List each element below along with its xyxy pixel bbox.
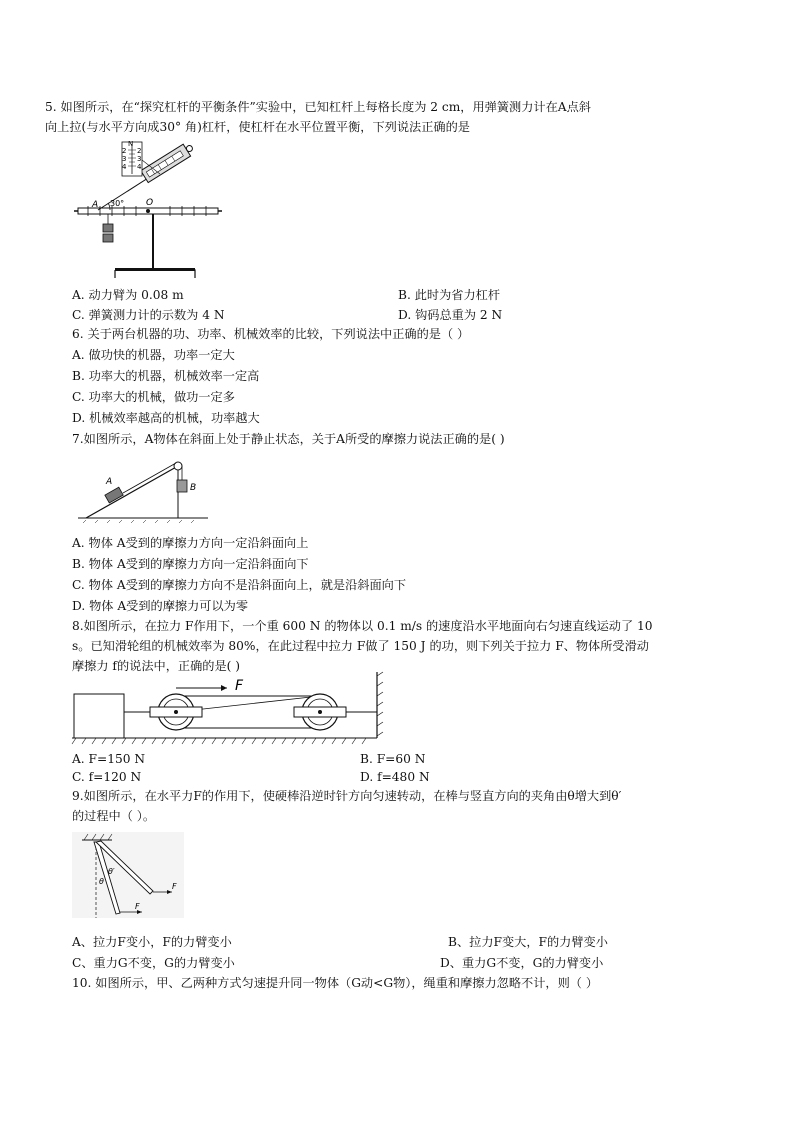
q8-pulley-figure	[72, 672, 392, 752]
q9-option-b[interactable]: B、拉力F变大，F的力臂变小	[448, 935, 608, 949]
q9-text-line1: 9.如图所示，在水平力F的作用下，使硬棒沿逆时针方向匀速转动，在棒与竖直方向的夹角由θ增大到θ′	[72, 789, 622, 803]
q5-scale-3-right: 3	[137, 155, 142, 163]
q5-scale-4-left: 4	[122, 163, 127, 171]
q5-label-angle: 30°	[110, 199, 125, 208]
q9-label-theta-prime: θ′	[108, 867, 115, 876]
q7-option-a[interactable]: A. 物体 A受到的摩擦力方向一定沿斜面向上	[72, 536, 309, 550]
q6-option-a[interactable]: A. 做功快的机器，功率一定大	[72, 348, 235, 362]
q9-option-a[interactable]: A、拉力F变小，F的力臂变小	[72, 935, 232, 949]
q5-text-line1: 5. 如图所示，在“探究杠杆的平衡条件”实验中，已知杠杆上每格长度为 2 cm，用弹簧测力计在A点斜	[45, 100, 591, 114]
q8-option-a[interactable]: A. F=150 N	[72, 752, 146, 766]
q6-option-b[interactable]: B. 功率大的机器，机械效率一定高	[72, 369, 260, 383]
q5-label-A: A	[92, 200, 99, 210]
q6-option-d[interactable]: D. 机械效率越高的机械，功率越大	[72, 411, 260, 425]
q8-option-b[interactable]: B. F=60 N	[360, 752, 426, 766]
q8-text-line1: 8.如图所示，在拉力 F作用下，一个重 600 N 的物体以 0.1 m/s 的速度沿水平地面向右匀速直线运动了 10	[72, 619, 653, 633]
q8-label-F: F	[235, 678, 244, 694]
q8-text-line3: 摩擦力 f的说法中，正确的是( )	[72, 659, 241, 673]
q5-scale-unit: N	[128, 140, 134, 148]
q5-text-line2: 向上拉(与水平方向成30° 角)杠杆，使杠杆在水平位置平衡，下列说法正确的是	[45, 120, 470, 134]
q9-option-c[interactable]: C、重力G不变，G的力臂变小	[72, 956, 235, 970]
q5-scale-3-left: 3	[122, 155, 127, 163]
q9-text-line2: 的过程中（ ）。	[72, 809, 156, 823]
q5-label-O: O	[146, 198, 154, 208]
q9-option-d[interactable]: D、重力G不变，G的力臂变小	[440, 956, 604, 970]
q9-rod-figure	[72, 832, 192, 922]
q8-option-d[interactable]: D. f=480 N	[360, 770, 430, 784]
q9-label-theta: θ	[99, 877, 104, 886]
q10-text-line1: 10. 如图所示，甲、乙两种方式匀速提升同一物体（G动<G物），绳重和摩擦力忽略不计，则（ ）	[72, 976, 599, 990]
q7-option-d[interactable]: D. 物体 A受到的摩擦力可以为零	[72, 599, 249, 613]
q5-option-a[interactable]: A. 动力臂为 0.08 m	[72, 288, 184, 302]
q5-option-b[interactable]: B. 此时为省力杠杆	[398, 288, 501, 302]
q9-label-F2: F	[172, 882, 177, 891]
q9-label-F1: F	[135, 902, 140, 911]
q5-option-d[interactable]: D. 钩码总重为 2 N	[398, 308, 503, 322]
q8-option-c[interactable]: C. f=120 N	[72, 770, 142, 784]
q5-scale-2-right: 2	[137, 147, 142, 155]
q7-option-c[interactable]: C. 物体 A受到的摩擦力方向不是沿斜面向上，就是沿斜面向下	[72, 578, 407, 592]
q7-text-line1: 7.如图所示，A物体在斜面上处于静止状态，关于A所受的摩擦力说法正确的是( )	[72, 432, 505, 446]
q5-scale-2-left: 2	[122, 147, 127, 155]
q8-text-line2: s。已知滑轮组的机械效率为 80%，在此过程中拉力 F做了 150 J 的功，则下列关于拉力 F、物体所受滑动	[72, 639, 649, 653]
q5-option-c[interactable]: C. 弹簧测力计的示数为 4 N	[72, 308, 225, 322]
q5-scale-4-right: 4	[137, 163, 142, 171]
q7-label-A: A	[106, 477, 113, 487]
q5-lever-figure	[70, 138, 220, 288]
q7-incline-figure	[78, 452, 218, 522]
q6-option-c[interactable]: C. 功率大的机械，做功一定多	[72, 390, 235, 404]
q6-text-line1: 6. 关于两台机器的功、功率、机械效率的比较，下列说法中正确的是（ ）	[72, 327, 470, 341]
q7-option-b[interactable]: B. 物体 A受到的摩擦力方向一定沿斜面向下	[72, 557, 309, 571]
q7-label-B: B	[190, 483, 197, 493]
